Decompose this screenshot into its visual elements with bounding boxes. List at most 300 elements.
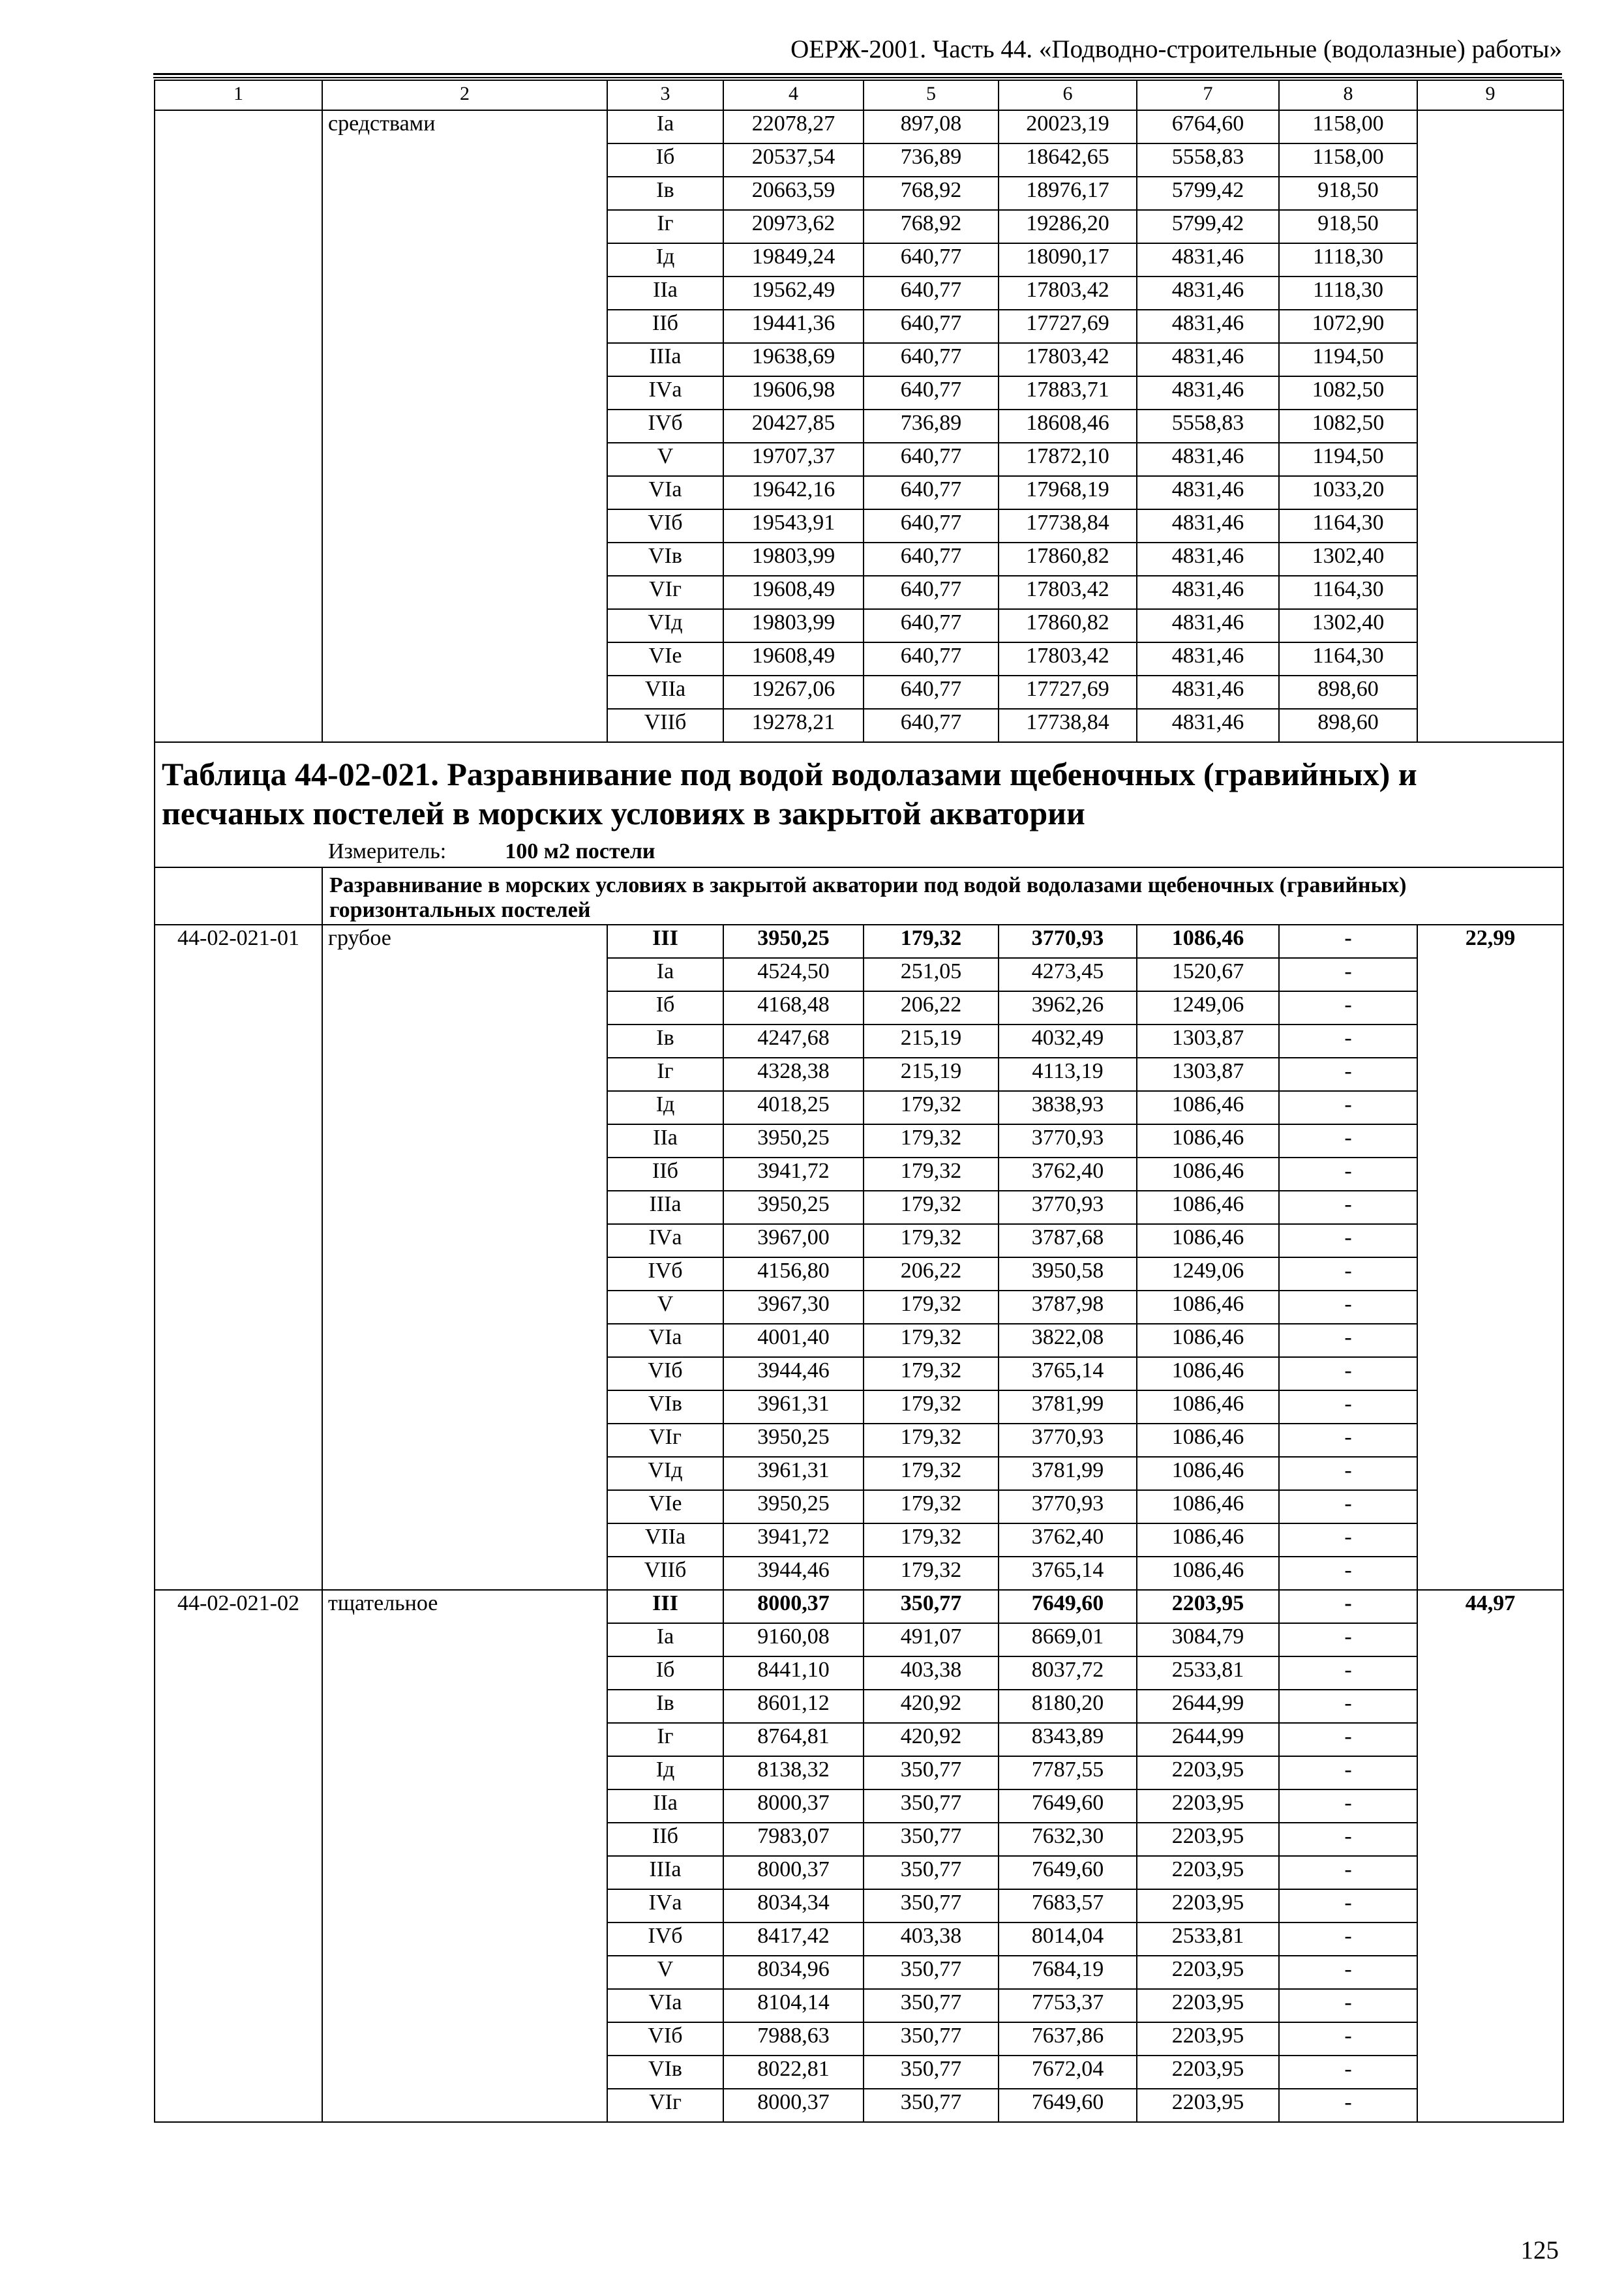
table-cell: - — [1279, 2056, 1417, 2089]
table-cell: Iб — [607, 143, 723, 177]
table-cell: 17727,69 — [999, 310, 1137, 343]
table-cell: 179,32 — [864, 1158, 999, 1191]
table-cell: - — [1279, 1257, 1417, 1291]
table-cell: - — [1279, 1690, 1417, 1723]
table-cell: 4831,46 — [1137, 243, 1279, 277]
table-cell: 20973,62 — [723, 210, 864, 243]
work-name-cell: средствами — [322, 110, 607, 742]
table-cell: 6764,60 — [1137, 110, 1279, 143]
table-cell: 18976,17 — [999, 177, 1137, 210]
table-cell: 1194,50 — [1279, 443, 1417, 476]
table-row — [155, 110, 1563, 143]
table-cell: 4831,46 — [1137, 277, 1279, 310]
table-cell: 18642,65 — [999, 143, 1137, 177]
table-cell: 179,32 — [864, 1191, 999, 1224]
table-cell: 4831,46 — [1137, 609, 1279, 642]
table-cell: 19803,99 — [723, 543, 864, 576]
table-cell: 9160,08 — [723, 1623, 864, 1656]
table-cell: 17860,82 — [999, 543, 1137, 576]
table-cell: 3950,25 — [723, 1191, 864, 1224]
table-cell: - — [1279, 2022, 1417, 2056]
table-cell: 4831,46 — [1137, 343, 1279, 376]
table-cell: 179,32 — [864, 1523, 999, 1557]
table-cell: 350,77 — [864, 1956, 999, 1989]
table-cell: 640,77 — [864, 243, 999, 277]
table-cell: - — [1279, 1823, 1417, 1856]
table-cell: 2203,95 — [1137, 1956, 1279, 1989]
table-cell: VIIб — [607, 709, 723, 742]
table-cell: 640,77 — [864, 543, 999, 576]
header-rule-thin — [153, 77, 1562, 78]
table-cell: 640,77 — [864, 443, 999, 476]
table-cell: 4018,25 — [723, 1091, 864, 1124]
table-cell: 3781,99 — [999, 1457, 1137, 1490]
column-number: 8 — [1279, 80, 1417, 110]
table-cell: 3770,93 — [999, 1191, 1137, 1224]
table-cell: 640,77 — [864, 642, 999, 676]
table-cell: 4328,38 — [723, 1058, 864, 1091]
table-cell: 18608,46 — [999, 410, 1137, 443]
table-cell: VIв — [607, 543, 723, 576]
table-cell: 2203,95 — [1137, 1756, 1279, 1789]
table-cell: - — [1279, 1590, 1417, 1623]
table-cell: VIб — [607, 2022, 723, 2056]
table-title-cell — [155, 742, 1563, 867]
table-cell: 4831,46 — [1137, 543, 1279, 576]
table-cell: Iд — [607, 1756, 723, 1789]
table-cell: 3950,25 — [723, 925, 864, 958]
table-cell: 1086,46 — [1137, 925, 1279, 958]
table-cell: Iа — [607, 1623, 723, 1656]
table-cell: 3787,68 — [999, 1224, 1137, 1257]
table-cell: 1520,67 — [1137, 958, 1279, 991]
table-cell: 7649,60 — [999, 1590, 1137, 1623]
table-cell: 179,32 — [864, 1224, 999, 1257]
table-cell: 3762,40 — [999, 1158, 1137, 1191]
table-cell: 3822,08 — [999, 1324, 1137, 1357]
table-cell: VIа — [607, 476, 723, 509]
table-cell: 8000,37 — [723, 2089, 864, 2122]
table-cell: - — [1279, 1989, 1417, 2022]
code-cell — [155, 110, 322, 742]
table-cell: VIIб — [607, 1557, 723, 1590]
table-cell: 5558,83 — [1137, 410, 1279, 443]
table-cell: Iд — [607, 243, 723, 277]
table-cell: 640,77 — [864, 310, 999, 343]
table-cell: 640,77 — [864, 376, 999, 410]
table-cell: 19707,37 — [723, 443, 864, 476]
table-cell: 3967,30 — [723, 1291, 864, 1324]
table-cell: 5799,42 — [1137, 177, 1279, 210]
table-cell: VIв — [607, 1390, 723, 1424]
table-cell: 3961,31 — [723, 1390, 864, 1424]
table-cell: Iв — [607, 177, 723, 210]
table-cell: 4831,46 — [1137, 476, 1279, 509]
table-cell: 2203,95 — [1137, 1989, 1279, 2022]
table-cell: 4831,46 — [1137, 709, 1279, 742]
table-cell: 19608,49 — [723, 576, 864, 609]
table-cell: 2644,99 — [1137, 1690, 1279, 1723]
table-cell: 20427,85 — [723, 410, 864, 443]
table-cell: V — [607, 1291, 723, 1324]
table-cell: - — [1279, 1091, 1417, 1124]
table-cell: - — [1279, 1357, 1417, 1390]
table-cell: VIа — [607, 1989, 723, 2022]
table-cell: 8601,12 — [723, 1690, 864, 1723]
table-cell: Iб — [607, 991, 723, 1025]
table-cell: IVб — [607, 1257, 723, 1291]
table-cell: 640,77 — [864, 676, 999, 709]
table-cell: VIе — [607, 642, 723, 676]
table-cell: 3781,99 — [999, 1390, 1137, 1424]
table-cell: 2644,99 — [1137, 1723, 1279, 1756]
table-cell: - — [1279, 1856, 1417, 1889]
table-cell: 1249,06 — [1137, 1257, 1279, 1291]
table-cell: 1086,46 — [1137, 1091, 1279, 1124]
table-title: Таблица 44-02-021. Разравнивание под водой водолазами щебеночных (гравийных) и песчаных постелей в морских условиях в закрытой акватории — [162, 756, 1417, 831]
table-cell: 350,77 — [864, 1856, 999, 1889]
table-cell: 8037,72 — [999, 1656, 1137, 1690]
column-number: 4 — [723, 80, 864, 110]
table-cell: 403,38 — [864, 1922, 999, 1956]
page-number: 125 — [1520, 2236, 1559, 2264]
table-cell: 2533,81 — [1137, 1922, 1279, 1956]
column-number: 1 — [155, 80, 322, 110]
table-cell: - — [1279, 1158, 1417, 1191]
table-cell: 8764,81 — [723, 1723, 864, 1756]
table-cell: - — [1279, 1058, 1417, 1091]
column-number: 3 — [607, 80, 723, 110]
table-cell: 3962,26 — [999, 991, 1137, 1025]
table-cell: 20537,54 — [723, 143, 864, 177]
unit-label: Измеритель: — [328, 839, 447, 863]
table-cell: - — [1279, 1324, 1417, 1357]
table-cell: 179,32 — [864, 1390, 999, 1424]
table-cell: 179,32 — [864, 1490, 999, 1523]
table-cell: - — [1279, 1424, 1417, 1457]
table-cell: 19267,06 — [723, 676, 864, 709]
table-cell: 4524,50 — [723, 958, 864, 991]
table-cell: 897,08 — [864, 110, 999, 143]
table-cell: V — [607, 443, 723, 476]
table-cell: 179,32 — [864, 925, 999, 958]
table-cell: Iа — [607, 110, 723, 143]
table-cell: 7672,04 — [999, 2056, 1137, 2089]
table-cell: 1072,90 — [1279, 310, 1417, 343]
table-cell: 19562,49 — [723, 277, 864, 310]
table-cell: VIIа — [607, 1523, 723, 1557]
work-name-cell: грубое — [322, 925, 607, 1590]
table-cell: 640,77 — [864, 277, 999, 310]
table-cell: 3838,93 — [999, 1091, 1137, 1124]
table-cell: 736,89 — [864, 143, 999, 177]
table-cell: - — [1279, 1889, 1417, 1922]
labor-cost-cell: 44,97 — [1417, 1590, 1563, 2122]
table-cell: 22078,27 — [723, 110, 864, 143]
column-number: 2 — [322, 80, 607, 110]
table-cell: 4247,68 — [723, 1025, 864, 1058]
table-cell: - — [1279, 1656, 1417, 1690]
table-cell: 8669,01 — [999, 1623, 1137, 1656]
table-cell: 350,77 — [864, 1889, 999, 1922]
table-cell: 1082,50 — [1279, 376, 1417, 410]
unit-value: 100 м2 постели — [505, 839, 655, 863]
table-cell: IIIа — [607, 343, 723, 376]
table-cell: IIб — [607, 1158, 723, 1191]
table-cell: 1302,40 — [1279, 543, 1417, 576]
table-cell: 4831,46 — [1137, 443, 1279, 476]
table-cell: Iв — [607, 1690, 723, 1723]
table-cell: 1086,46 — [1137, 1357, 1279, 1390]
table-cell: 8000,37 — [723, 1789, 864, 1823]
table-cell: 8034,34 — [723, 1889, 864, 1922]
table-cell: VIа — [607, 1324, 723, 1357]
table-cell: 1082,50 — [1279, 410, 1417, 443]
table-cell: 4831,46 — [1137, 576, 1279, 609]
table-cell: 19849,24 — [723, 243, 864, 277]
table-cell: 8138,32 — [723, 1756, 864, 1789]
table-cell: 1086,46 — [1137, 1523, 1279, 1557]
table-cell: - — [1279, 958, 1417, 991]
table-cell: - — [1279, 1490, 1417, 1523]
table-cell: 4273,45 — [999, 958, 1137, 991]
table-cell: 768,92 — [864, 177, 999, 210]
table-cell: 4032,49 — [999, 1025, 1137, 1058]
table-cell: 4831,46 — [1137, 376, 1279, 410]
table-cell: - — [1279, 2089, 1417, 2122]
table-cell: IIа — [607, 277, 723, 310]
table-cell: 7684,19 — [999, 1956, 1137, 1989]
table-cell: 1086,46 — [1137, 1324, 1279, 1357]
table-cell: 3941,72 — [723, 1523, 864, 1557]
column-number: 5 — [864, 80, 999, 110]
table-cell: 350,77 — [864, 2022, 999, 2056]
table-cell: 1086,46 — [1137, 1424, 1279, 1457]
table-cell: Iд — [607, 1091, 723, 1124]
table-cell: 640,77 — [864, 343, 999, 376]
table-cell: 8000,37 — [723, 1590, 864, 1623]
header-rule — [153, 73, 1562, 75]
table-cell: 7988,63 — [723, 2022, 864, 2056]
table-cell: 2203,95 — [1137, 1856, 1279, 1889]
table-cell: 3950,25 — [723, 1124, 864, 1158]
table-cell: 2203,95 — [1137, 1823, 1279, 1856]
table-cell: Iг — [607, 1058, 723, 1091]
table-cell: 3967,00 — [723, 1224, 864, 1257]
table-cell: 1086,46 — [1137, 1158, 1279, 1191]
labor-cost-cell: 22,99 — [1417, 925, 1563, 1590]
table-cell: 350,77 — [864, 1590, 999, 1623]
rate-code: 44-02-021-01 — [155, 925, 322, 1590]
table-cell: 3762,40 — [999, 1523, 1137, 1557]
table-cell: 7787,55 — [999, 1756, 1137, 1789]
table-cell: IVб — [607, 1922, 723, 1956]
table-cell: IVб — [607, 410, 723, 443]
table-cell: 1086,46 — [1137, 1390, 1279, 1424]
table-cell: - — [1279, 1191, 1417, 1224]
table-cell: - — [1279, 1623, 1417, 1656]
table-cell: 179,32 — [864, 1124, 999, 1158]
section-header-row — [155, 867, 1563, 925]
table-cell: 19638,69 — [723, 343, 864, 376]
table-cell: 1086,46 — [1137, 1191, 1279, 1224]
table-cell: 7637,86 — [999, 2022, 1137, 2056]
table-cell: 7753,37 — [999, 1989, 1137, 2022]
table-cell: 898,60 — [1279, 676, 1417, 709]
table-cell: - — [1279, 1756, 1417, 1789]
table-cell: 3084,79 — [1137, 1623, 1279, 1656]
table-cell: 3770,93 — [999, 1490, 1137, 1523]
table-cell: 640,77 — [864, 576, 999, 609]
table-cell: 3770,93 — [999, 925, 1137, 958]
table-cell: 179,32 — [864, 1324, 999, 1357]
table-cell: 1164,30 — [1279, 576, 1417, 609]
table-cell: 17883,71 — [999, 376, 1137, 410]
column-number-row — [155, 80, 1563, 110]
table-cell: 1164,30 — [1279, 509, 1417, 543]
table-cell: 7683,57 — [999, 1889, 1137, 1922]
table-cell: 350,77 — [864, 1789, 999, 1823]
table-cell: 3950,25 — [723, 1424, 864, 1457]
table-cell: 19441,36 — [723, 310, 864, 343]
table-cell: 4156,80 — [723, 1257, 864, 1291]
table-cell: 17860,82 — [999, 609, 1137, 642]
table-cell: 179,32 — [864, 1291, 999, 1324]
table-cell: 4831,46 — [1137, 310, 1279, 343]
table-cell: 17872,10 — [999, 443, 1137, 476]
table-cell: 18090,17 — [999, 243, 1137, 277]
table-cell: 640,77 — [864, 709, 999, 742]
table-cell: 20663,59 — [723, 177, 864, 210]
table-cell: VIг — [607, 1424, 723, 1457]
table-cell: 1249,06 — [1137, 991, 1279, 1025]
table-cell: 19278,21 — [723, 709, 864, 742]
table-cell: 206,22 — [864, 1257, 999, 1291]
table-cell: 5558,83 — [1137, 143, 1279, 177]
table-cell: 7632,30 — [999, 1823, 1137, 1856]
table-cell: 179,32 — [864, 1091, 999, 1124]
table-cell: 640,77 — [864, 509, 999, 543]
table-cell: 350,77 — [864, 1823, 999, 1856]
table-cell: 19608,49 — [723, 642, 864, 676]
section-title: Разравнивание в морских условиях в закрытой акватории под водой водолазами щебеночных (гравийных) горизонтальных постелей — [322, 867, 1563, 925]
table-cell: 3961,31 — [723, 1457, 864, 1490]
table-cell: 918,50 — [1279, 177, 1417, 210]
table-cell: VIб — [607, 509, 723, 543]
table-cell: 19606,98 — [723, 376, 864, 410]
table-cell: 1086,46 — [1137, 1291, 1279, 1324]
table-cell: 2203,95 — [1137, 2089, 1279, 2122]
table-cell: 1086,46 — [1137, 1457, 1279, 1490]
table-cell: VIг — [607, 2089, 723, 2122]
table-cell: 179,32 — [864, 1557, 999, 1590]
table-cell: 19286,20 — [999, 210, 1137, 243]
table-cell: 3770,93 — [999, 1424, 1137, 1457]
table-cell: 403,38 — [864, 1656, 999, 1690]
table-cell: 3787,98 — [999, 1291, 1137, 1324]
unit-of-measure — [162, 838, 1556, 867]
table-cell: 2203,95 — [1137, 2056, 1279, 2089]
table-cell: 206,22 — [864, 991, 999, 1025]
table-cell: VIд — [607, 609, 723, 642]
column-number: 9 — [1417, 80, 1563, 110]
table-cell: 8000,37 — [723, 1856, 864, 1889]
table-cell: VIв — [607, 2056, 723, 2089]
table-cell: 1086,46 — [1137, 1490, 1279, 1523]
table-cell: 2533,81 — [1137, 1656, 1279, 1690]
running-header: ОЕРЖ-2001. Часть 44. «Подводно-строительные (водолазные) работы» — [790, 35, 1562, 63]
table-cell: 215,19 — [864, 1058, 999, 1091]
table-cell: 7649,60 — [999, 2089, 1137, 2122]
table-cell: 3765,14 — [999, 1357, 1137, 1390]
table-cell: 3950,58 — [999, 1257, 1137, 1291]
table-cell: IIIа — [607, 1191, 723, 1224]
table-cell: 1033,20 — [1279, 476, 1417, 509]
table-cell: IVа — [607, 1889, 723, 1922]
table-cell: 1118,30 — [1279, 277, 1417, 310]
table-title-row — [155, 742, 1563, 867]
table-cell: 1086,46 — [1137, 1224, 1279, 1257]
table-cell: 350,77 — [864, 1989, 999, 2022]
table-cell: 898,60 — [1279, 709, 1417, 742]
table-cell: 17727,69 — [999, 676, 1137, 709]
table-cell: - — [1279, 1124, 1417, 1158]
table-cell: 7649,60 — [999, 1789, 1137, 1823]
table-cell: - — [1279, 1291, 1417, 1324]
table-cell: - — [1279, 1789, 1417, 1823]
table-cell: VIг — [607, 576, 723, 609]
table-cell: 8014,04 — [999, 1922, 1137, 1956]
table-cell: Iв — [607, 1025, 723, 1058]
table-cell: 215,19 — [864, 1025, 999, 1058]
table-cell: 8104,14 — [723, 1989, 864, 2022]
table-cell: 8034,96 — [723, 1956, 864, 1989]
table-cell: 19543,91 — [723, 509, 864, 543]
table-cell: VIд — [607, 1457, 723, 1490]
table-cell: 2203,95 — [1137, 1590, 1279, 1623]
table-cell: - — [1279, 991, 1417, 1025]
table-cell: 350,77 — [864, 2089, 999, 2122]
table-cell: 8180,20 — [999, 1690, 1137, 1723]
table-cell: 350,77 — [864, 1756, 999, 1789]
table-cell: 350,77 — [864, 2056, 999, 2089]
table-cell: 7983,07 — [723, 1823, 864, 1856]
table-cell: 19803,99 — [723, 609, 864, 642]
table-cell: 4113,19 — [999, 1058, 1137, 1091]
table-cell: 2203,95 — [1137, 1789, 1279, 1823]
table-cell: 8441,10 — [723, 1656, 864, 1690]
table-cell: 2203,95 — [1137, 2022, 1279, 2056]
table-cell: V — [607, 1956, 723, 1989]
table-cell: - — [1279, 1723, 1417, 1756]
table-cell: Iг — [607, 1723, 723, 1756]
table-cell: IIб — [607, 1823, 723, 1856]
table-cell: - — [1279, 1956, 1417, 1989]
table-cell: 1194,50 — [1279, 343, 1417, 376]
table-cell: IIIа — [607, 1856, 723, 1889]
table-cell: 1158,00 — [1279, 110, 1417, 143]
table-cell: 640,77 — [864, 476, 999, 509]
table-cell: IIа — [607, 1124, 723, 1158]
table-cell: - — [1279, 1224, 1417, 1257]
table-cell: IIа — [607, 1789, 723, 1823]
table-cell: 736,89 — [864, 410, 999, 443]
table-cell: 768,92 — [864, 210, 999, 243]
table-cell: - — [1279, 1523, 1417, 1557]
table-cell: 8417,42 — [723, 1922, 864, 1956]
table-cell: 1086,46 — [1137, 1124, 1279, 1158]
table-cell: - — [1279, 1390, 1417, 1424]
